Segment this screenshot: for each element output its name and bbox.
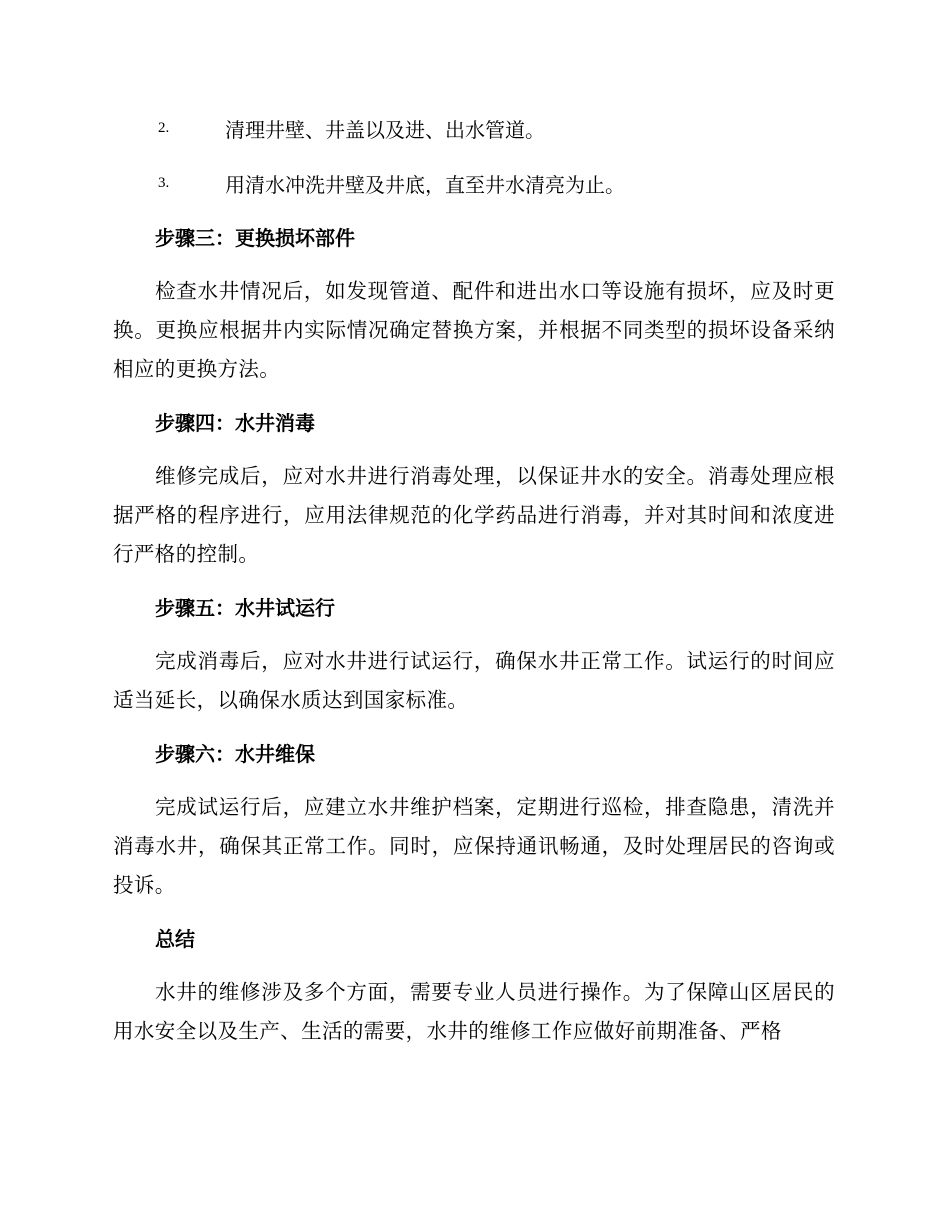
section-heading-step-3: 步骤三：更换损坏部件 <box>155 226 355 250</box>
list-item-number: 2. <box>158 119 170 136</box>
section-paragraph-step-6: 完成试运行后，应建立水井维护档案，定期进行巡检，排查隐患，清洗并消毒水井，确保其正常工作。同时，应保持通讯畅通，及时处理居民的咨询或投诉。 <box>113 795 835 897</box>
list-item-text: 用清水冲洗井壁及井底，直至井水清亮为止。 <box>225 172 625 197</box>
section-paragraph-step-4: 维修完成后，应对水井进行消毒处理，以保证井水的安全。消毒处理应根据严格的程序进行，应用法律规范的化学药品进行消毒，并对其时间和浓度进行严格的控制。 <box>113 464 835 566</box>
list-item <box>113 108 835 148</box>
section-paragraph-step-3: 检查水井情况后，如发现管道、配件和进出水口等设施有损坏，应及时更换。更换应根据井内实际情况确定替换方案，并根据不同类型的损坏设备采纳相应的更换方法。 <box>113 279 835 381</box>
section-heading-step-4: 步骤四：水井消毒 <box>155 411 315 435</box>
document-body <box>113 108 835 1065</box>
section-heading-step-5: 步骤五：水井试运行 <box>155 596 335 620</box>
section-heading-summary: 总结 <box>155 927 195 951</box>
section-paragraph-step-5: 完成消毒后，应对水井进行试运行，确保水井正常工作。试运行的时间应适当延长，以确保水质达到国家标准。 <box>113 649 835 712</box>
list-item-text: 清理井壁、井盖以及进、出水管道。 <box>225 117 545 142</box>
list-item <box>113 163 835 203</box>
section-heading-step-6: 步骤六：水井维保 <box>155 742 315 766</box>
section-paragraph-summary: 水井的维修涉及多个方面，需要专业人员进行操作。为了保障山区居民的用水安全以及生产、生活的需要，水井的维修工作应做好前期准备、严格 <box>113 980 835 1043</box>
list-item-number: 3. <box>158 174 170 191</box>
